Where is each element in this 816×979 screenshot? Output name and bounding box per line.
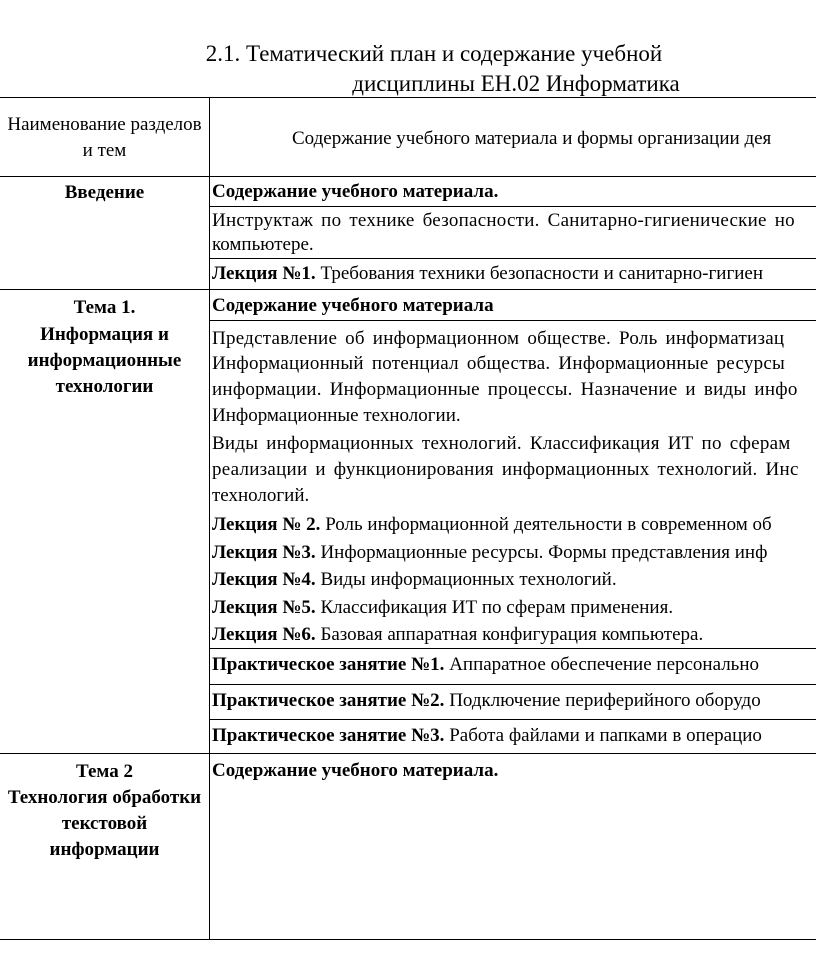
lecture-item (212, 623, 703, 647)
lecture-label: Лекция №1. (212, 263, 316, 284)
topic1-p1-line2: Информационный потенциал общества. Информационные ресурсы (212, 353, 786, 374)
topic1-row-divider-3 (210, 684, 816, 685)
practical-text: Подключение периферийного оборудо (444, 690, 761, 711)
practical-item (212, 724, 762, 748)
topic1-p2-line2: реализации и функционирования информационных технологий. Инс (212, 459, 799, 480)
topic1-name-line3: технологии (55, 376, 154, 397)
lecture-text: Требования техники безопасности и санитарно-гигиен (315, 263, 764, 284)
practical-text: Аппаратное обеспечение персонально (444, 654, 760, 675)
topic1-row-divider-1 (210, 320, 816, 321)
topic1-p2-line3: технологий. (212, 485, 310, 506)
topic1-name-line2: информационные (27, 350, 182, 371)
topic2-name-line3: информации (49, 839, 160, 860)
lecture-label: Лекция №3. (212, 542, 316, 563)
topic2-name-line2: текстовой (61, 813, 148, 834)
practical-label: Практическое занятие №1. (212, 654, 445, 675)
intro-name: Введение (64, 182, 145, 203)
topic1-content-label: Содержание учебного материала (212, 295, 494, 316)
topic1-p1-line1: Представление об информационном обществе. Роль информатизац (212, 328, 785, 349)
topic1-bottom-border (0, 753, 816, 754)
intro-row-divider-2 (210, 258, 816, 259)
section-title-line1: 2.1. Тематический план и содержание учебной (205, 41, 663, 66)
topic1-number: Тема 1. (73, 297, 136, 318)
intro-lecture (212, 262, 763, 286)
topic1-row-divider-2 (210, 648, 816, 649)
topic2-content-label: Содержание учебного материала. (212, 760, 499, 781)
table-bottom-border (0, 939, 816, 940)
lecture-item (212, 596, 673, 620)
lecture-text: Виды информационных технологий. (315, 569, 617, 590)
lecture-label: Лекция №5. (212, 597, 316, 618)
lecture-item (212, 541, 767, 565)
header-top-border (0, 97, 816, 98)
lecture-text: Классификация ИТ по сферам применения. (315, 597, 674, 618)
section-title-line2: дисциплины ЕН.02 Информатика (352, 71, 680, 96)
header-col1-line1: Наименование разделов (7, 114, 202, 135)
practical-label: Практическое занятие №3. (212, 725, 445, 746)
practical-item (212, 689, 761, 713)
topic2-number: Тема 2 (76, 761, 133, 782)
topic1-p1-line4: Информационные технологии. (212, 405, 461, 426)
lecture-item (212, 513, 772, 537)
header-col1-line2: и тем (82, 140, 127, 161)
header-col2: Содержание учебного материала и формы организации дея (292, 128, 772, 149)
lecture-text: Роль информационной деятельности в современном об (320, 514, 772, 535)
lecture-label: Лекция №6. (212, 624, 316, 645)
topic1-name-line1: Информация и (40, 324, 169, 345)
lecture-text: Информационные ресурсы. Формы представления инф (315, 542, 768, 563)
header-bottom-border (0, 176, 816, 177)
practical-item (212, 653, 759, 677)
intro-text-line1: Инструктаж по технике безопасности. Санитарно-гигиенические но (212, 210, 795, 231)
lecture-item (212, 568, 617, 592)
topic1-row-divider-4 (210, 719, 816, 720)
column-divider (209, 97, 210, 940)
lecture-label: Лекция № 2. (212, 514, 321, 535)
lecture-text: Базовая аппаратная конфигурация компьютера. (315, 624, 704, 645)
intro-row-divider-1 (210, 206, 816, 207)
topic2-name-line1: Технология обработки (7, 787, 202, 808)
topic1-p2-line1: Виды информационных технологий. Классификация ИТ по сферам (212, 433, 791, 454)
intro-bottom-border (0, 289, 816, 290)
lecture-label: Лекция №4. (212, 569, 316, 590)
practical-text: Работа файлами и папками в операцио (444, 725, 762, 746)
intro-content-label: Содержание учебного материала. (212, 181, 499, 202)
topic1-p1-line3: информации. Информационные процессы. Назначение и виды инфо (212, 379, 798, 400)
practical-label: Практическое занятие №2. (212, 690, 445, 711)
intro-text-line2: компьютере. (212, 234, 314, 255)
